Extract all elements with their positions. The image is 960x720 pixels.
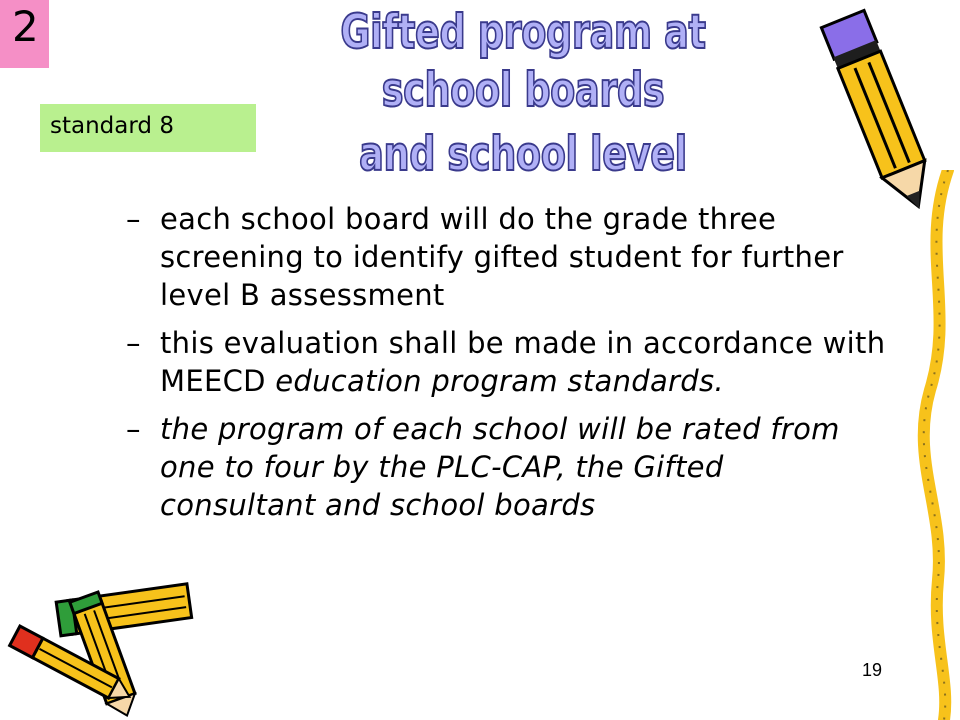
bullet-list: [126, 200, 886, 534]
page-number: 19: [862, 660, 883, 680]
bullet-dash: –: [126, 412, 141, 446]
slide-title-line-2: and school level: [359, 127, 687, 182]
slide-title: [228, 4, 818, 184]
slide-number-badge: [0, 0, 49, 68]
standard-label-box: [40, 104, 256, 152]
bullet-dash: –: [126, 202, 141, 236]
bullet-item: [126, 200, 886, 314]
pencils-bottom-left-icon: [0, 580, 200, 720]
bullet-text-italic: the program of each school will be rated from one to four by the PLC-CAP, the Gifted consultant and school boards: [160, 412, 840, 522]
standard-label: standard 8: [50, 113, 174, 139]
bullet-text-italic: education program standards.: [275, 364, 724, 398]
bullet-item: [126, 410, 886, 524]
bullet-text: this evaluation shall be made in accordance with MEECD: [160, 326, 886, 398]
bullet-dash: –: [126, 326, 141, 360]
slide-number-badge-text: 2: [12, 2, 39, 51]
bullet-text: each school board will do the grade three screening to identify gifted student for further level B assessment: [160, 202, 844, 312]
squiggle-line-icon: [900, 170, 960, 720]
bullet-item: [126, 324, 886, 400]
slide-title-line-1: Gifted program at school boards: [340, 5, 706, 118]
